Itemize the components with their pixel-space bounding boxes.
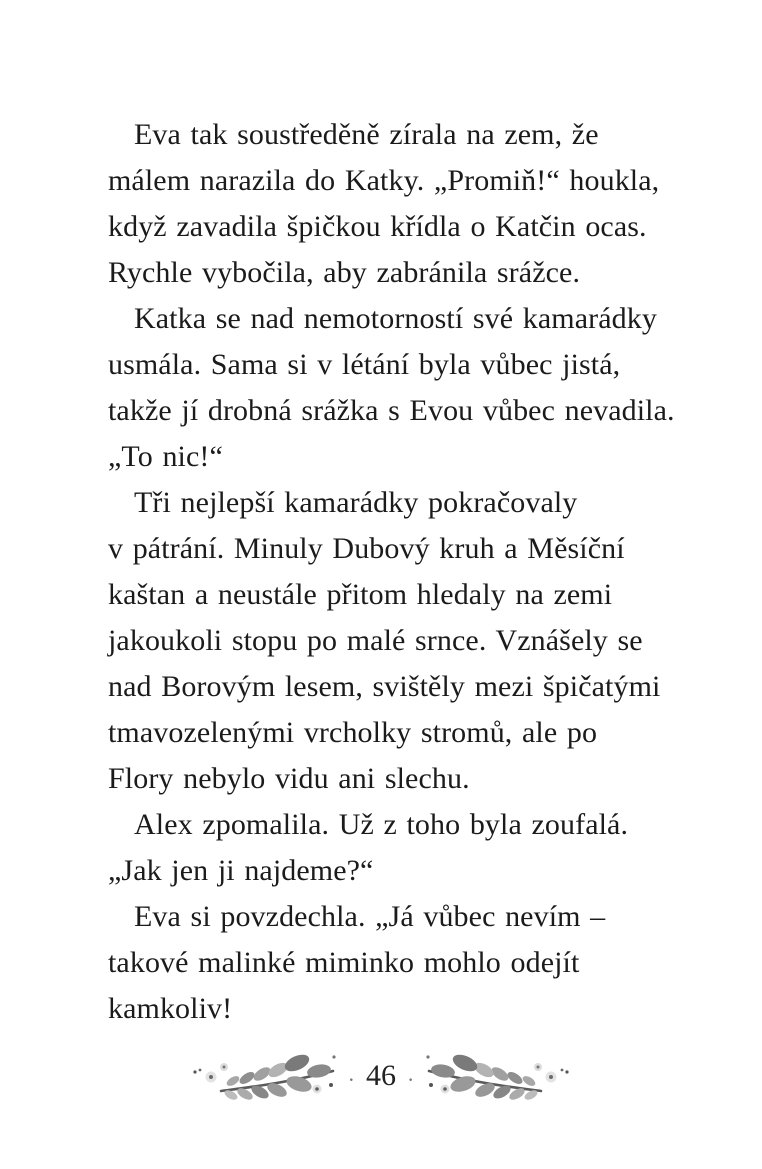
page-footer	[0, 1046, 762, 1106]
text-line: usmála. Sama si v létání byla vůbec jistá,	[108, 348, 621, 381]
text-line: jakoukoli stopu po malé srnce. Vznášely se	[108, 624, 643, 657]
leaf-branch-right-icon	[421, 1047, 571, 1105]
text-line: „To nic!“	[108, 440, 223, 473]
text-line: Alex zpomalila. Už z toho byla zoufalá.	[134, 808, 629, 841]
text-line: kamkoliv!	[108, 992, 233, 1025]
text-line: Eva si povzdechla. „Já vůbec nevím –	[134, 900, 606, 933]
separator-dot: ·	[347, 1067, 355, 1092]
paragraph	[108, 894, 708, 1032]
text-line: Rychle vybočila, aby zabránila srážce.	[108, 256, 581, 289]
text-line: když zavadila špičkou křídla o Katčin ocas.	[108, 210, 647, 243]
text-line: tmavozelenými vrcholky stromů, ale po	[108, 716, 598, 749]
text-line: takže jí drobná srážka s Evou vůbec nevadila.	[108, 394, 675, 427]
text-line: nad Borovým lesem, svištěly mezi špičatými	[108, 670, 661, 703]
text-line: v pátrání. Minuly Dubový kruh a Měsíční	[108, 532, 625, 565]
text-line: málem narazila do Katky. „Promiň!“ houkla,	[108, 164, 660, 197]
leaf-branch-left-icon	[191, 1047, 341, 1105]
text-line: Eva tak soustředěně zírala na zem, že	[134, 118, 599, 151]
separator-dot: ·	[407, 1067, 415, 1092]
text-line: „Jak jen ji najdeme?“	[108, 854, 374, 887]
text-block	[108, 112, 708, 1032]
text-line: kaštan a neustále přitom hledaly na zemi	[108, 578, 613, 611]
page-number: 46	[366, 1059, 396, 1092]
text-line: takové malinké miminko mohlo odejít	[108, 946, 580, 979]
paragraph	[108, 296, 708, 480]
text-line: Katka se nad nemotorností své kamarádky	[134, 302, 657, 335]
paragraph	[108, 480, 708, 802]
paragraph	[108, 802, 708, 894]
paragraph	[108, 112, 708, 296]
text-line: Tři nejlepší kamarádky pokračovaly	[134, 486, 578, 519]
text-line: Flory nebylo vidu ani slechu.	[108, 762, 470, 795]
